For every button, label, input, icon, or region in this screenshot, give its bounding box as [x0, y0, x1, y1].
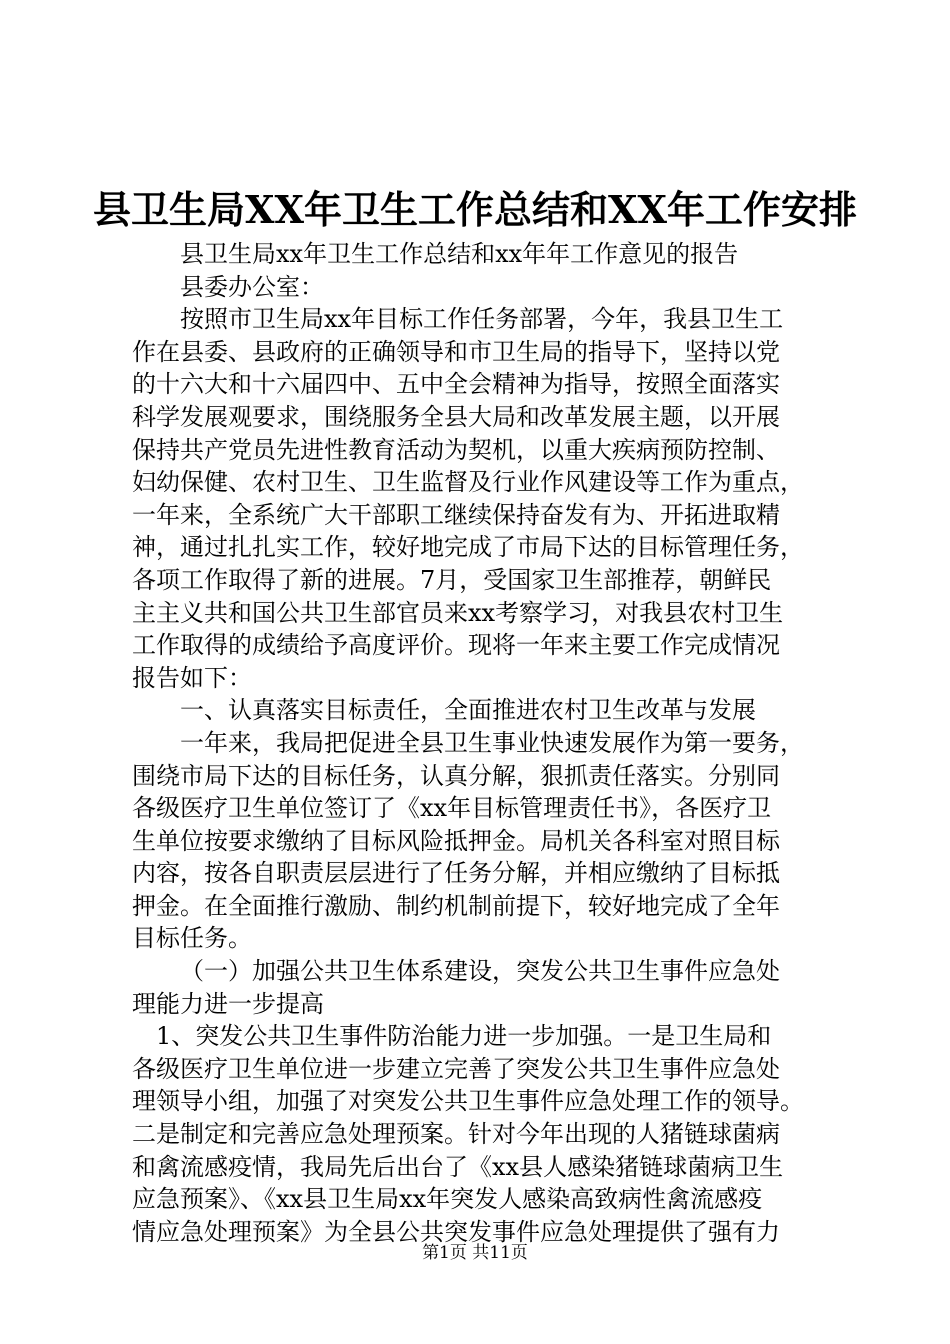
body-line: 目标任务。: [132, 924, 252, 953]
recipient-line: 县委办公室：: [180, 272, 324, 301]
body-line: 情应急处理预案》为全县公共突发事件应急处理提供了强有力: [132, 1217, 780, 1246]
body-line: 科学发展观要求，围绕服务全县大局和改革发展主题，以开展: [132, 402, 780, 431]
document-body: [132, 238, 852, 1248]
body-line: 的十六大和十六届四中、五中全会精神为指导，按照全面落实: [132, 370, 780, 399]
body-line: 围绕市局下达的目标任务，认真分解，狠抓责任落实。分别同: [132, 761, 780, 790]
body-line: 各级医疗卫生单位签订了《xx年目标管理责任书》，各医疗卫: [132, 794, 772, 823]
body-line: 押金。在全面推行激励、制约机制前提下，较好地完成了全年: [132, 891, 780, 920]
body-line: 一年来，我局把促进全县卫生事业快速发展作为第一要务，: [180, 728, 804, 757]
page-number: 第1页 共11页: [422, 1243, 528, 1263]
body-line: 按照市卫生局xx年目标工作任务部署，今年，我县卫生工: [180, 305, 784, 334]
body-line: 和禽流感疫情，我局先后出台了《xx县人感染猪链球菌病卫生: [132, 1152, 784, 1181]
body-line: 二是制定和完善应急处理预案。针对今年出现的人猪链球菌病: [132, 1120, 780, 1149]
report-heading: 县卫生局xx年卫生工作总结和xx年年工作意见的报告: [180, 240, 739, 268]
body-line: 1、突发公共卫生事件防治能力进一步加强。一是卫生局和: [156, 1022, 772, 1051]
body-line: 保持共产党员先进性教育活动为契机，以重大疾病预防控制、: [132, 435, 780, 464]
body-line: 一年来，全系统广大干部职工继续保持奋发有为、开拓进取精: [132, 500, 780, 529]
body-line: 应急预案》、《xx县卫生局xx年突发人感染高致病性禽流感疫: [132, 1185, 763, 1214]
subsection-heading: （一）加强公共卫生体系建设，突发公共卫生事件应急处: [180, 957, 780, 986]
body-line: 生单位按要求缴纳了目标风险抵押金。局机关各科室对照目标: [132, 826, 780, 855]
body-line: 主主义共和国公共卫生部官员来xx考察学习，对我县农村卫生: [132, 598, 784, 627]
subsection-heading-cont: 理能力进一步提高: [132, 989, 324, 1018]
body-line: 工作取得的成绩给予高度评价。现将一年来主要工作完成情况: [132, 631, 780, 660]
document-title: 县卫生局XX年卫生工作总结和XX年工作安排: [93, 187, 857, 232]
body-line: 各项工作取得了新的进展。7月，受国家卫生部推荐，朝鲜民: [132, 565, 772, 594]
body-line: 理领导小组，加强了对突发公共卫生事件应急处理工作的领导。: [132, 1087, 804, 1116]
body-line: 各级医疗卫生单位进一步建立完善了突发公共卫生事件应急处: [132, 1054, 780, 1083]
body-line: 妇幼保健、农村卫生、卫生监督及行业作风建设等工作为重点，: [132, 468, 804, 497]
body-line: 内容，按各自职责层层进行了任务分解，并相应缴纳了目标抵: [132, 859, 780, 888]
section-heading: 一、认真落实目标责任，全面推进农村卫生改革与发展: [180, 696, 756, 725]
body-line: 神，通过扎扎实工作，较好地完成了市局下达的目标管理任务，: [132, 533, 804, 562]
body-line: 作在县委、县政府的正确领导和市卫生局的指导下，坚持以党: [132, 337, 780, 366]
body-line: 报告如下：: [132, 663, 252, 692]
